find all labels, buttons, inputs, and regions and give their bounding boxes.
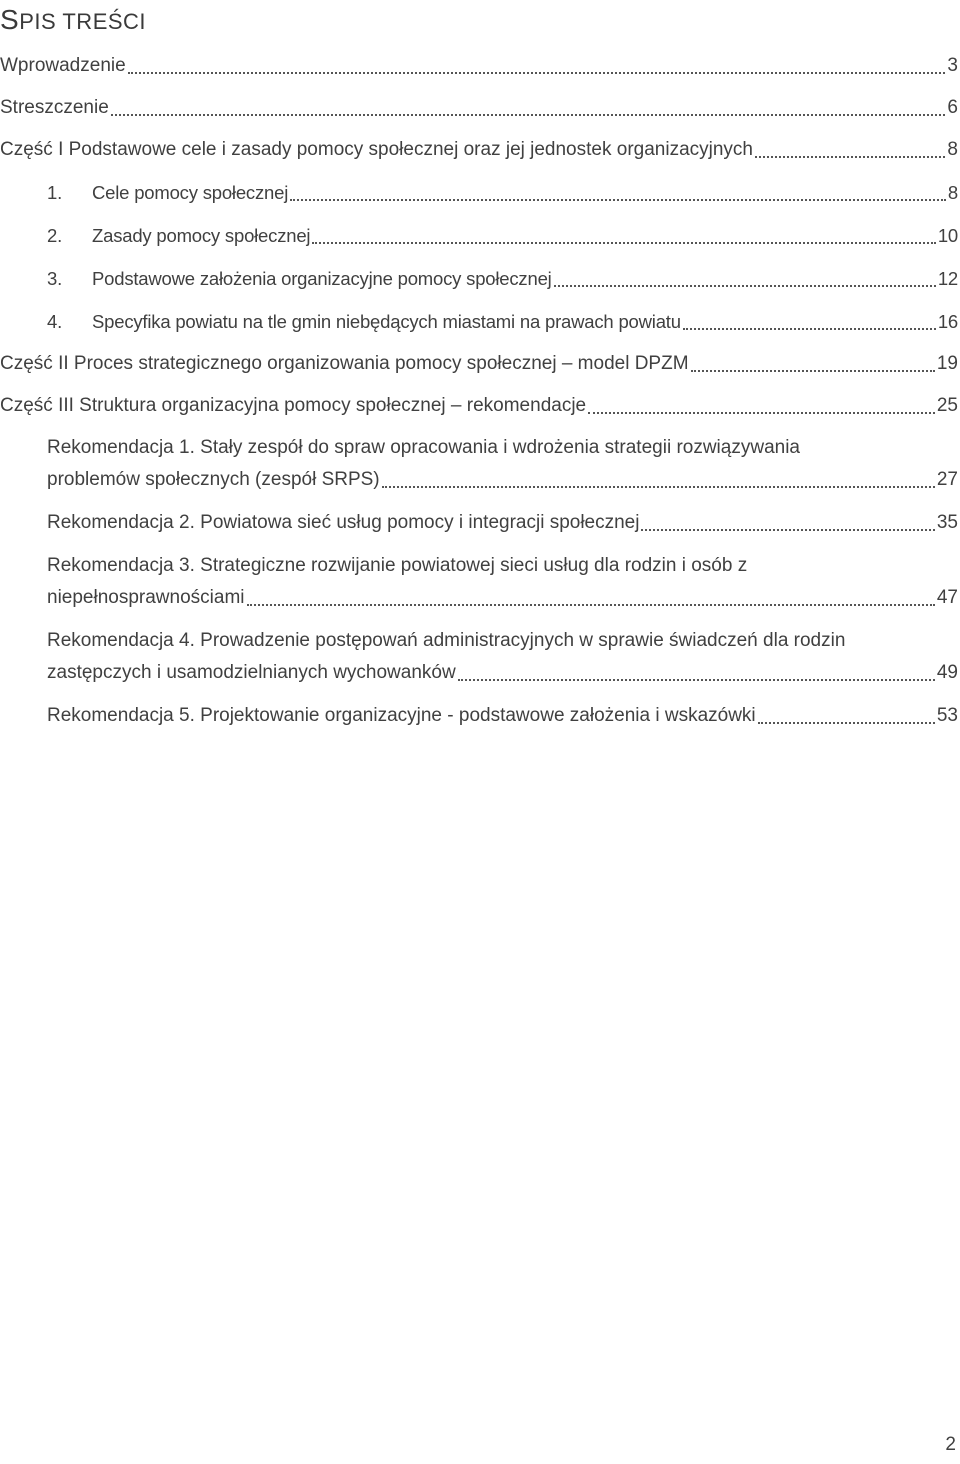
- dot-leader: [588, 412, 935, 414]
- dot-leader: [382, 486, 935, 488]
- toc-entry-label: Podstawowe założenia organizacyjne pomocy społecznej: [92, 268, 552, 289]
- dot-leader: [691, 370, 935, 372]
- toc-entry-label: Zasady pomocy społecznej: [92, 225, 311, 246]
- toc-entry-label: Specyfika powiatu na tle gmin niebędących miastami na prawach powiatu: [92, 311, 681, 332]
- dot-leader: [290, 199, 946, 201]
- toc-list: [0, 40, 960, 732]
- toc-entry-label: Streszczenie: [0, 97, 109, 118]
- toc-entry-label: Część II Proces strategicznego organizowania pomocy społecznej – model DPZM: [0, 353, 689, 374]
- toc-entry-page: 12: [937, 268, 958, 289]
- toc-entry-page: 35: [936, 512, 958, 533]
- toc-entry-label: Wprowadzenie: [0, 55, 126, 76]
- dot-leader: [458, 679, 935, 681]
- toc-entry-czesc-3[interactable]: [0, 380, 960, 422]
- toc-title-initial: S: [0, 4, 20, 35]
- dot-leader: [755, 156, 945, 158]
- toc-entry-page: 53: [936, 705, 958, 726]
- toc-entry-rekomendacja-4[interactable]: [0, 625, 960, 689]
- dot-leader: [758, 722, 935, 724]
- toc-entry-page: 6: [947, 97, 958, 118]
- toc-entry-rekomendacja-5[interactable]: [0, 700, 960, 732]
- toc-entry-last-line: [47, 582, 958, 614]
- toc-entry-label: Rekomendacja 3. Strategiczne rozwijanie powiatowej sieci usług dla rodzin i osób z: [47, 555, 748, 576]
- toc-entry-zasady[interactable]: [0, 209, 960, 252]
- dot-leader: [554, 285, 936, 287]
- toc-entry-number: 4.: [47, 311, 63, 332]
- toc-entry-last-line: [47, 507, 958, 539]
- toc-entry-page: 49: [936, 662, 958, 683]
- page-number: 2: [945, 1434, 956, 1455]
- toc-entry-rekomendacja-2[interactable]: [0, 507, 960, 539]
- toc-entry-streszczenie[interactable]: [0, 82, 960, 124]
- toc-entry-label: Rekomendacja 2. Powiatowa sieć usług pomocy i integracji społecznej: [47, 512, 640, 533]
- toc-entry-page: 25: [936, 395, 958, 416]
- toc-entry-zalozenia[interactable]: [0, 252, 960, 295]
- toc-entry-page: 47: [936, 587, 958, 608]
- toc-entry-last-line: [47, 657, 958, 689]
- toc-entry-czesc-2[interactable]: [0, 338, 960, 380]
- toc-entry-page: 8: [947, 182, 958, 203]
- toc-title: [0, 0, 146, 42]
- toc-entry-label-continued: zastępczych i usamodzielnianych wychowanków: [47, 662, 456, 683]
- toc-entry-label: Część I Podstawowe cele i zasady pomocy społecznej oraz jej jednostek organizacyjnych: [0, 139, 753, 160]
- toc-title-rest: PIS TREŚCI: [19, 9, 147, 34]
- toc-entry-czesc-1[interactable]: [0, 124, 960, 166]
- toc-entry-number: 1.: [47, 182, 63, 203]
- toc-entry-page: 10: [937, 225, 958, 246]
- toc-entry-page: 3: [947, 55, 958, 76]
- toc-entry-label: Część III Struktura organizacyjna pomocy społecznej – rekomendacje: [0, 395, 587, 416]
- dot-leader: [312, 242, 935, 244]
- toc-entry-label: Rekomendacja 5. Projektowanie organizacyjne - podstawowe założenia i wskazówki: [47, 705, 756, 726]
- toc-entry-specyfika[interactable]: [0, 295, 960, 338]
- toc-entry-last-line: [47, 700, 958, 732]
- dot-leader: [641, 529, 934, 531]
- toc-entry-number: 3.: [47, 268, 63, 289]
- dot-leader: [683, 328, 936, 330]
- toc-entry-last-line: [47, 464, 958, 496]
- toc-entry-label-continued: problemów społecznych (zespół SRPS): [47, 469, 380, 490]
- toc-entry-cele[interactable]: [0, 166, 960, 209]
- dot-leader: [247, 604, 935, 606]
- toc-entry-page: 27: [936, 469, 958, 490]
- toc-entry-label-continued: niepełnosprawnościami: [47, 587, 245, 608]
- dot-leader: [111, 114, 946, 116]
- toc-entry-rekomendacja-1[interactable]: [0, 432, 960, 496]
- toc-entry-page: 8: [947, 139, 958, 160]
- toc-entry-label: Cele pomocy społecznej: [92, 182, 289, 203]
- toc-entry-page: 16: [937, 311, 958, 332]
- toc-entry-label: Rekomendacja 4. Prowadzenie postępowań administracyjnych w sprawie świadczeń dla rodzin: [47, 630, 846, 651]
- toc-entry-wprowadzenie[interactable]: [0, 40, 960, 82]
- dot-leader: [128, 72, 946, 74]
- toc-entry-page: 19: [936, 353, 958, 374]
- toc-entry-rekomendacja-3[interactable]: [0, 550, 960, 614]
- toc-entry-label: Rekomendacja 1. Stały zespół do spraw opracowania i wdrożenia strategii rozwiązywania: [47, 437, 800, 458]
- toc-entry-number: 2.: [47, 225, 63, 246]
